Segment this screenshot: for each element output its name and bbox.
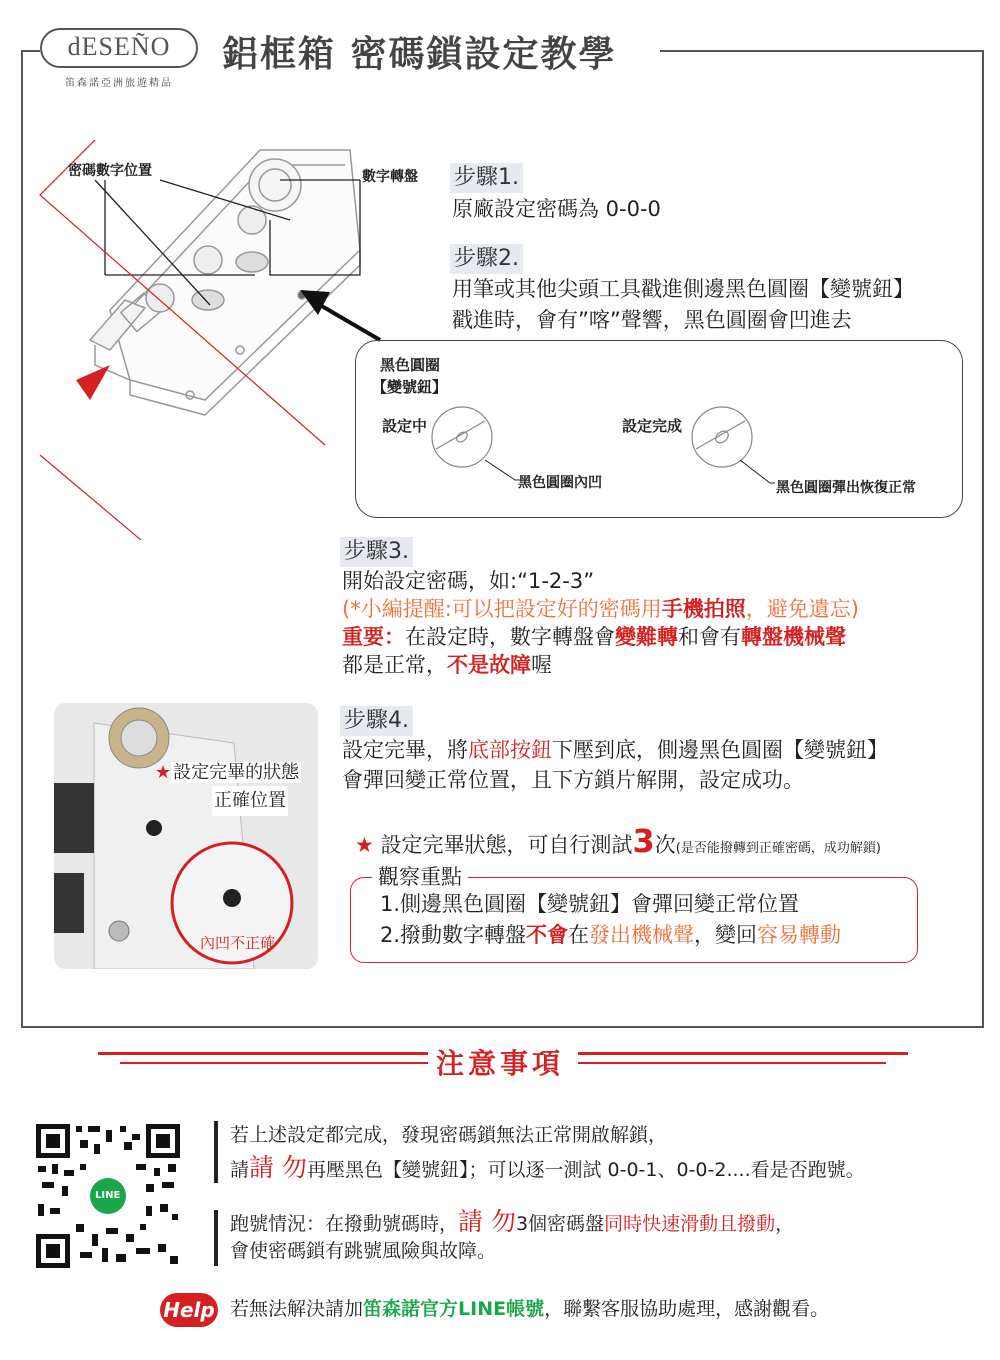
- step3-block: [340, 536, 413, 567]
- brand-logo: [40, 28, 200, 90]
- observation-title: 觀察重點: [372, 861, 468, 891]
- photo-correct-label: 正確位置: [212, 786, 288, 816]
- step4-l1-a: 設定完畢，將: [342, 738, 468, 762]
- photo-wrong-label: 內凹不正確: [200, 934, 276, 952]
- notice-title: 注意事項: [435, 1047, 564, 1080]
- step2-line2: 戳進時，會有”喀”聲響，黑色圓圈會凹進去: [452, 308, 852, 332]
- notice-bar-2: [214, 1210, 218, 1266]
- help-a: 若無法解決請加: [230, 1298, 364, 1320]
- notice-p1-line1: 若上述設定都完成，發現密碼鎖無法正常開啟解鎖，: [230, 1124, 668, 1146]
- line-badge: LINE: [95, 1190, 121, 1201]
- step3-line1: 開始設定密碼，如:“1-2-3”: [342, 569, 595, 593]
- frame-top-rule-left: [21, 50, 41, 52]
- obs2-e: ，變回: [694, 923, 758, 947]
- step4-bottom-button: 底部按鈕: [468, 738, 552, 762]
- reminder-a: (*小編提醒:可以把設定好的密碼用: [342, 597, 662, 621]
- label-digit-position: 密碼數字位置: [68, 163, 152, 179]
- notice-p2-line2: 會使密碼鎖有跳號風險與故障。: [230, 1240, 497, 1262]
- step4-block: [340, 705, 413, 736]
- label-popped-out: 黑色圓圈彈出恢復正常: [776, 480, 916, 496]
- done-state-text: 設定完畢的狀態: [173, 762, 300, 783]
- step3-tag: 步驟3.: [340, 537, 413, 567]
- important-hard-turn: 變難轉: [615, 625, 678, 649]
- p2-e: ，: [775, 1213, 795, 1235]
- line4-c: 喔: [531, 653, 552, 677]
- photo-done-state-label: [155, 758, 301, 788]
- lock-body-illustration: [90, 150, 360, 415]
- observation-2: [380, 920, 841, 950]
- p1-rest: 再壓黑色【變號鈕】；可以逐一測試 0-0-1、0-0-2....看是否跑號。: [306, 1159, 865, 1181]
- obs2-c: 在: [568, 923, 590, 947]
- step4-line2: 會彈回變正常位置，且下方鎖片解開，設定成功。: [342, 768, 804, 792]
- test-number: 3: [632, 822, 655, 860]
- obs2-easy-turn: 容易轉動: [757, 923, 842, 947]
- step2-block: [450, 243, 523, 274]
- notice-rule-right: [578, 1052, 908, 1055]
- star-icon: ★: [155, 762, 172, 783]
- label-change-button: 【變號鈕】: [372, 378, 448, 396]
- notice-p2-line1: [230, 1207, 794, 1239]
- observation-1: 1.側邊黑色圓圈【變號鈕】會彈回變正常位置: [380, 892, 800, 916]
- step3-line4: [342, 650, 552, 680]
- important-mechanical-sound: 轉盤機械聲: [741, 625, 846, 649]
- notice-bar-1: [214, 1121, 218, 1183]
- important-c: 和會有: [678, 625, 741, 649]
- step4-l1-c: 下壓到底，側邊黑色圓圈【變號鈕】: [552, 738, 888, 762]
- important-label: 重要：: [342, 625, 405, 649]
- step4-tag: 步驟4.: [340, 706, 413, 736]
- step1-block: [450, 162, 523, 193]
- arrow-to-button: [300, 290, 380, 340]
- line4-not-fault: 不是故障: [447, 653, 531, 677]
- label-dial: 數字轉盤: [362, 169, 418, 185]
- step3-important: [342, 622, 846, 652]
- help-line-account[interactable]: 笛森諾官方LINE帳號: [363, 1298, 545, 1320]
- label-set-done: 設定完成: [622, 417, 683, 435]
- logo-subtitle: 笛森諾亞洲旅遊精品: [65, 78, 173, 89]
- label-setting: 設定中: [382, 417, 428, 435]
- notice-p1-line2: [230, 1153, 865, 1185]
- obs2-a: 2.撥動數字轉盤: [380, 923, 527, 947]
- notice-rule-left-thin: [120, 1062, 428, 1064]
- obs2-mechanical: 發出機械聲: [589, 923, 695, 947]
- test-b: 次: [654, 833, 676, 857]
- help-badge: Help: [160, 1293, 218, 1327]
- step4-test: [355, 822, 881, 864]
- p1-do-not: 請 勿: [249, 1153, 307, 1182]
- help-text: [230, 1294, 829, 1324]
- reminder-phone-photo: 手機拍照: [661, 597, 746, 621]
- step1-line1: 原廠設定密碼為 0-0-0: [452, 197, 661, 221]
- step2-line1: 用筆或其他尖頭工具戳進側邊黑色圓圈【變號鈕】: [452, 277, 914, 301]
- label-pressed-in: 黑色圓圈內凹: [518, 475, 602, 491]
- logo-brand-text: dESEÑO: [67, 32, 171, 61]
- test-a: 設定完畢狀態，可自行測試: [380, 833, 633, 857]
- p2-a: 跑號情況：在撥動號碼時，: [230, 1213, 459, 1235]
- step3-reminder: [342, 594, 859, 624]
- important-a: 在設定時，數字轉盤會: [405, 625, 615, 649]
- reminder-c: ，避免遺忘): [745, 597, 859, 621]
- page-title: 鋁框箱 密碼鎖設定教學: [210, 26, 629, 77]
- obs2-will-not: 不會: [526, 923, 569, 947]
- step4-line1: [342, 735, 888, 765]
- label-black-circle: 黑色圓圈: [380, 356, 441, 374]
- test-note: (是否能撥轉到正確密碼，成功解鎖): [675, 841, 881, 856]
- step1-tag: 步驟1.: [450, 163, 523, 193]
- lock-photo-illustration: [54, 703, 318, 969]
- p1-please: 請: [230, 1159, 250, 1181]
- notice-rule-right-thin: [578, 1062, 886, 1064]
- line4-a: 都是正常，: [342, 653, 447, 677]
- p2-c: 3個密碼盤: [515, 1213, 605, 1235]
- help-c: ，聯繫客服協助處理，感謝觀看。: [544, 1298, 830, 1320]
- notice-rule-left: [98, 1052, 428, 1055]
- p2-do-not: 請 勿: [458, 1207, 516, 1236]
- frame-top-rule-right: [660, 50, 984, 52]
- step2-tag: 步驟2.: [450, 244, 523, 274]
- lock-photo: [54, 703, 318, 969]
- p2-fast-slide: 同時快速滑動且撥動: [604, 1213, 776, 1235]
- star-icon-2: ★: [355, 833, 381, 857]
